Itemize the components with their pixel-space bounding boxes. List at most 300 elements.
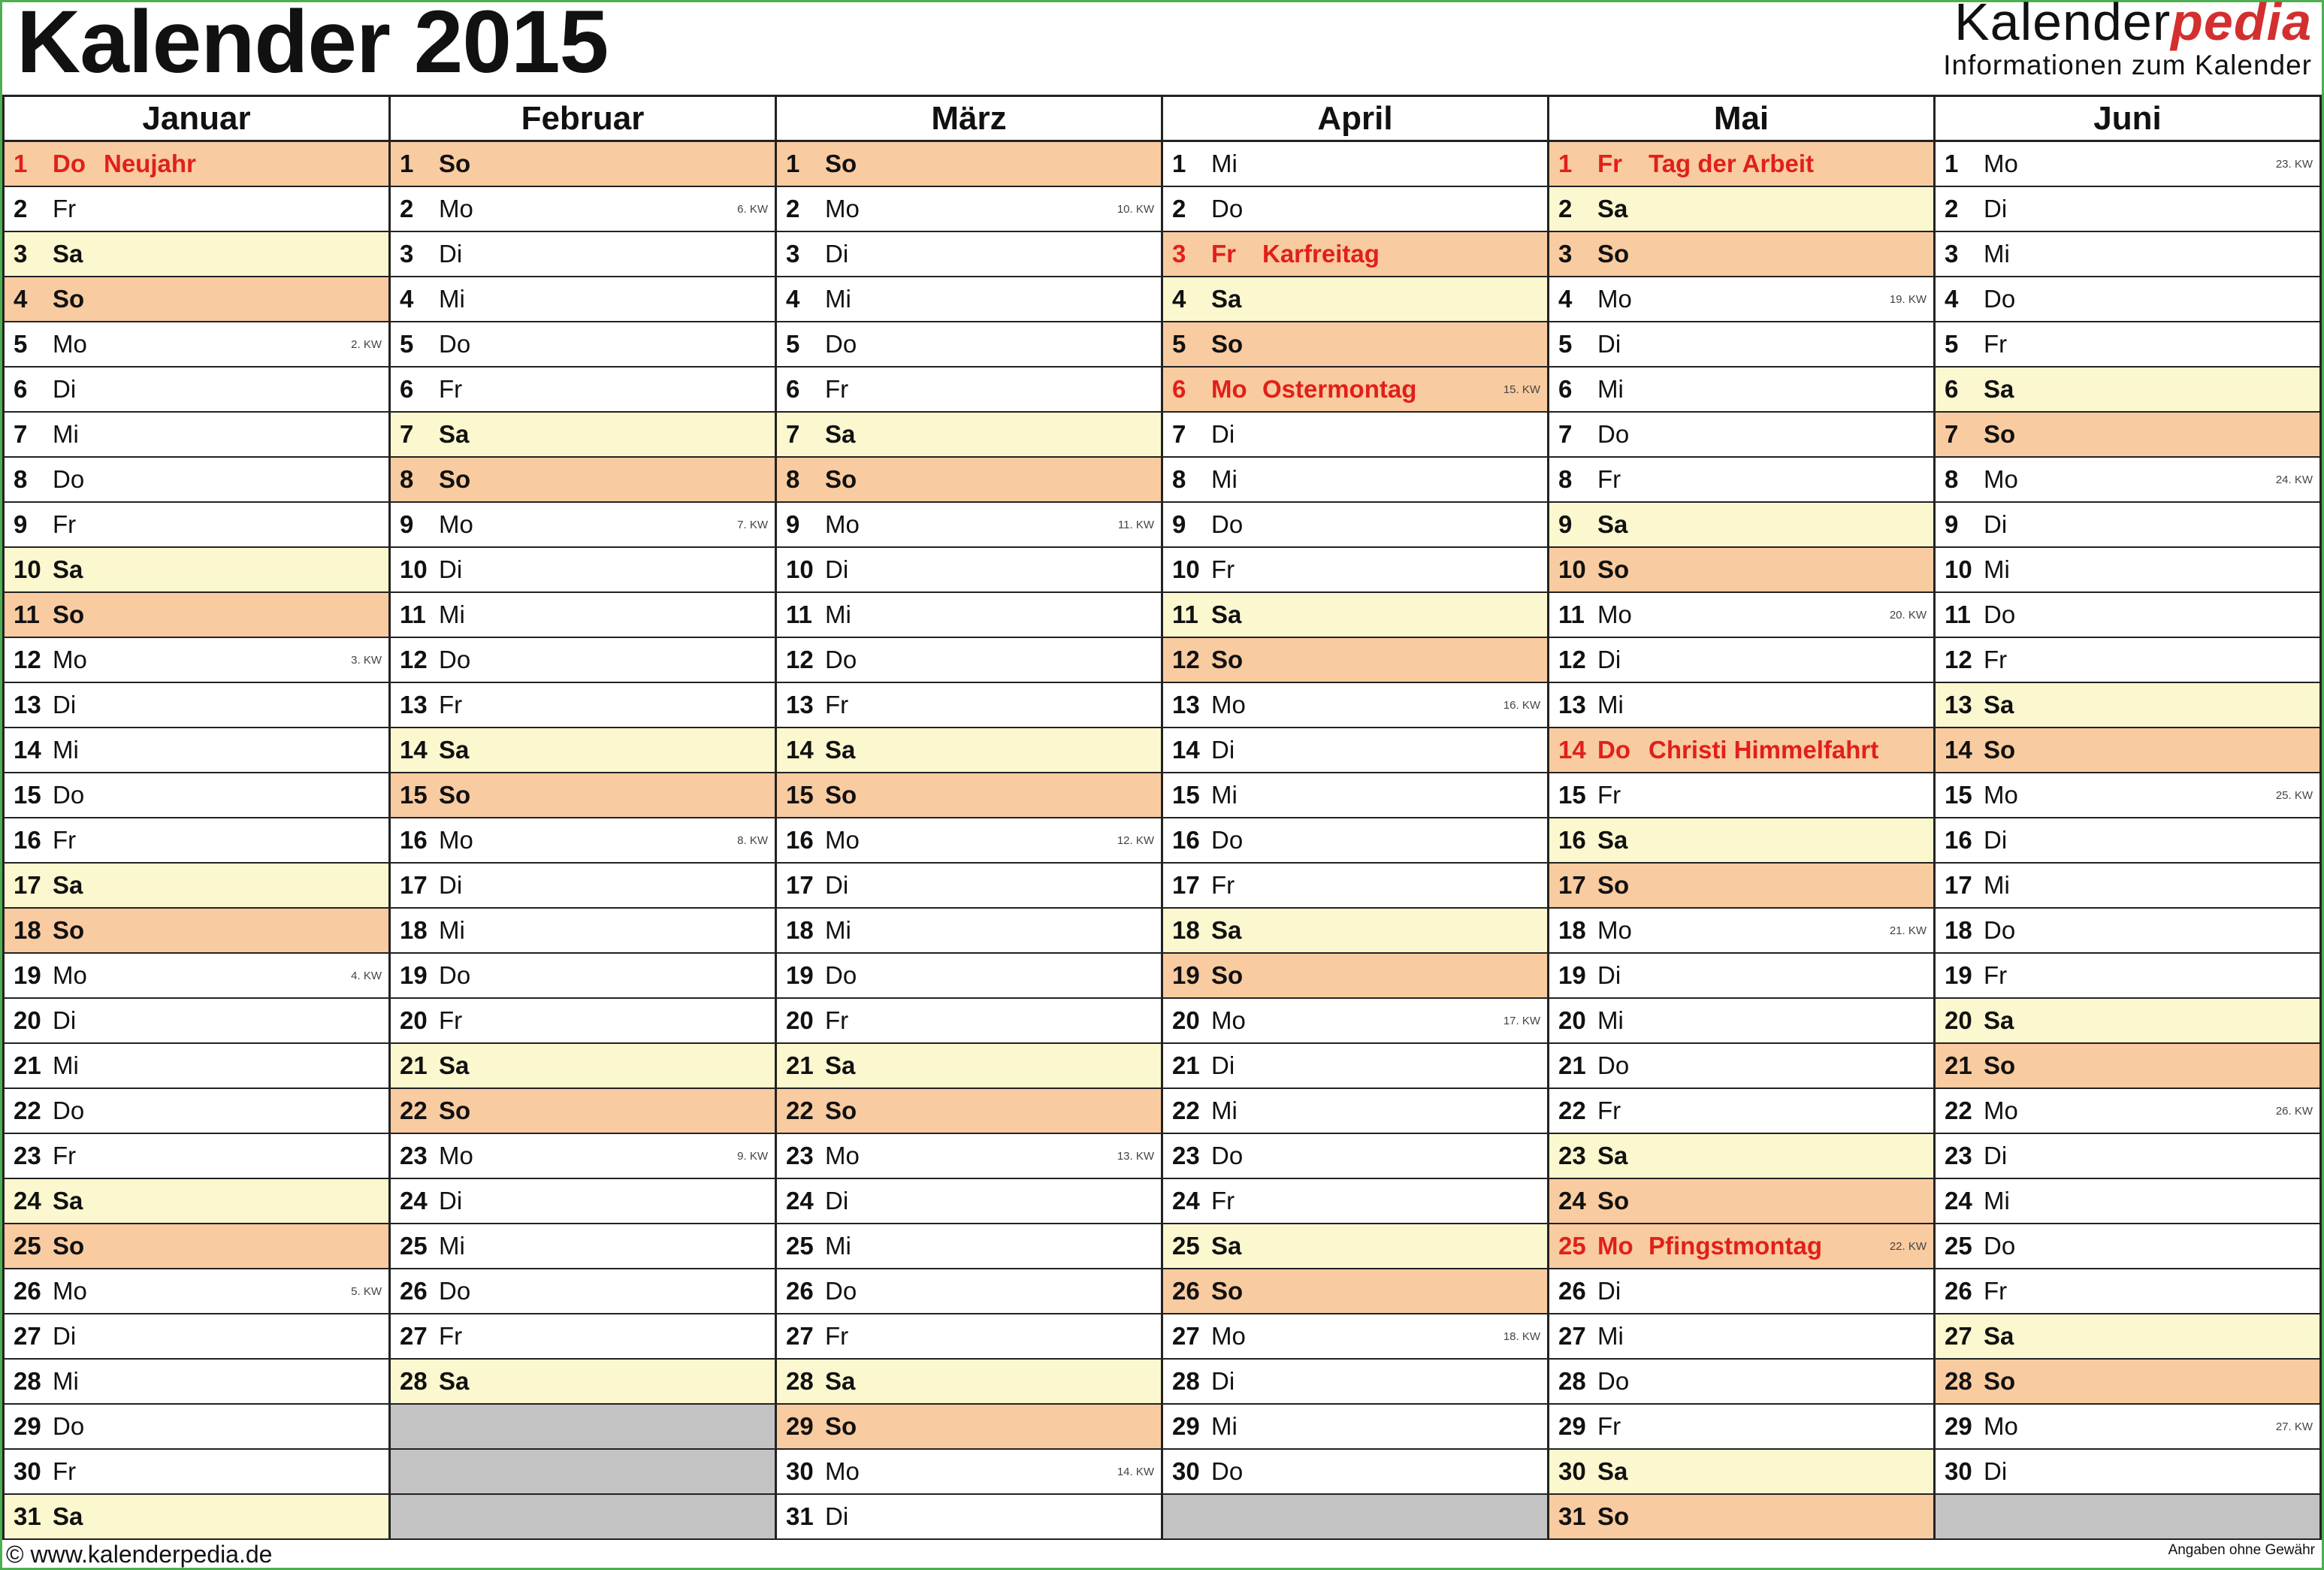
week-number: 21. KW [1889,924,1927,937]
day-row [1163,277,1547,322]
day-number: 30 [1172,1457,1200,1485]
day-row [1163,1134,1547,1179]
day-number: 25 [14,1232,41,1260]
day-row [1936,1314,2319,1360]
weekday: So [825,150,857,177]
day-row [5,413,388,458]
weekday: Fr [53,1457,77,1485]
day-number: 12 [1945,646,1972,673]
weekday: So [825,1412,857,1440]
day-number: 14 [786,736,814,764]
day-row [1549,683,1933,728]
weekday: Sa [825,420,856,448]
day-number: 6 [786,375,800,403]
weekday: Di [53,691,77,718]
weekday: Do [53,1097,85,1124]
weekday: Fr [1597,1097,1621,1124]
weekday: Fr [1984,961,2008,989]
day-number: 1 [786,150,800,177]
weekday: Mo [439,1142,473,1169]
weekday: Do [1597,420,1630,448]
day-row [1936,413,2319,458]
day-row [1163,593,1547,638]
day-row [1936,1450,2319,1495]
day-number: 16 [1945,826,1972,854]
day-number: 23 [786,1142,814,1169]
day-number: 4 [1172,285,1186,313]
day-number: 26 [1945,1277,1972,1305]
day-row [1163,999,1547,1044]
day-row [1936,458,2319,503]
weekday: Di [1211,1051,1235,1079]
week-number: 19. KW [1889,292,1927,306]
day-number: 2 [14,195,28,222]
day-row [1549,1495,1933,1540]
week-number: 24. KW [2275,473,2313,486]
day-row [1936,954,2319,999]
day-number: 10 [1172,555,1200,583]
weekday: Mi [439,285,465,313]
weekday: Sa [439,1051,470,1079]
weekday: So [1597,1187,1630,1215]
weekday: So [53,916,85,944]
brand-main: Kalender [1954,0,2171,51]
day-number: 3 [786,240,800,268]
day-row [5,1269,388,1314]
day-number: 4 [1558,285,1573,313]
weekday: Do [825,646,857,673]
day-row [5,864,388,909]
day-row [391,638,775,683]
day-number: 26 [400,1277,428,1305]
weekday: Do [825,1277,857,1305]
day-number: 7 [786,420,800,448]
day-row [777,1450,1161,1495]
weekday: So [439,1097,471,1124]
day-number: 15 [1172,781,1200,809]
day-number: 2 [400,195,414,222]
day-row [5,1134,388,1179]
month-header: Juni [1936,97,2319,142]
day-number: 6 [1558,375,1573,403]
weekday: Mi [1984,555,2010,583]
month-header: April [1163,97,1547,142]
day-row [1549,1134,1933,1179]
day-number: 17 [1945,871,1972,899]
day-row [777,773,1161,818]
day-number: 26 [786,1277,814,1305]
day-number: 23 [1558,1142,1586,1169]
day-number: 9 [1558,510,1573,538]
weekday: Mi [439,600,465,628]
day-number: 21 [786,1051,814,1079]
day-number: 27 [1172,1322,1200,1350]
day-number: 4 [400,285,414,313]
weekday: Do [53,465,85,493]
day-row [5,1089,388,1134]
day-number: 15 [14,781,41,809]
weekday: Fr [53,510,77,538]
day-row [777,999,1161,1044]
brand-accent: pedia [2171,0,2312,51]
weekday: So [1597,555,1630,583]
day-number: 9 [14,510,28,538]
day-row [777,277,1161,322]
weekday: Mo [825,826,860,854]
weekday: So [1984,736,2016,764]
weekday: So [53,600,85,628]
weekday: Sa [1597,826,1628,854]
day-row [1936,593,2319,638]
week-number: 20. KW [1889,608,1927,622]
day-row [5,1044,388,1089]
weekday: Sa [1597,1142,1628,1169]
day-row [391,593,775,638]
week-number: 23. KW [2275,157,2313,171]
day-number: 8 [1172,465,1186,493]
day-number: 2 [786,195,800,222]
day-row [1936,864,2319,909]
day-row [5,954,388,999]
day-number: 11 [1558,600,1585,628]
day-row [391,1089,775,1134]
day-number: 2 [1558,195,1573,222]
weekday: Mi [1211,1412,1238,1440]
day-number: 9 [1172,510,1186,538]
weekday: So [1211,646,1244,673]
day-number: 8 [14,465,28,493]
month-column [1936,97,2322,1540]
weekday: Mi [825,916,851,944]
day-row [391,503,775,548]
day-number: 29 [1945,1412,1972,1440]
day-number: 31 [1558,1502,1586,1530]
day-number: 6 [1945,375,1959,403]
weekday: Fr [1597,781,1621,809]
weekday: Mo [53,330,87,358]
day-number: 16 [1558,826,1586,854]
empty-day-cell [1936,1495,2319,1540]
day-row [1163,864,1547,909]
day-row [1549,232,1933,277]
weekday: Di [1211,420,1235,448]
day-row [1549,638,1933,683]
day-row [5,368,388,413]
day-row [5,1314,388,1360]
weekday: Mo [1211,1322,1246,1350]
day-row [391,954,775,999]
day-number: 28 [786,1367,814,1395]
week-number: 13. KW [1117,1149,1154,1163]
day-number: 29 [786,1412,814,1440]
day-row [391,413,775,458]
weekday: Di [825,1502,849,1530]
day-row [1549,503,1933,548]
day-number: 25 [1172,1232,1200,1260]
weekday: Di [825,871,849,899]
month-column [1163,97,1549,1540]
day-row [777,1089,1161,1134]
weekday: Do [1211,510,1244,538]
day-number: 19 [1172,961,1200,989]
weekday: Di [1984,1457,2008,1485]
brand-logo [1943,0,2312,79]
day-row [5,773,388,818]
day-number: 18 [1172,916,1200,944]
day-number: 19 [1558,961,1586,989]
weekday: Di [1211,1367,1235,1395]
weekday: So [1211,961,1244,989]
day-number: 1 [1172,150,1186,177]
day-row [777,638,1161,683]
weekday: So [53,1232,85,1260]
weekday: So [1211,1277,1244,1305]
day-row [5,683,388,728]
weekday: Mi [1597,1322,1624,1350]
day-number: 16 [14,826,41,854]
weekday: Fr [53,195,77,222]
day-number: 20 [400,1006,428,1034]
weekday: Fr [825,1322,849,1350]
week-number: 11. KW [1117,518,1154,531]
weekday: Mo [1984,1412,2018,1440]
day-row [1549,322,1933,368]
day-row [777,1314,1161,1360]
day-row [1936,773,2319,818]
day-number: 24 [14,1187,41,1215]
day-row [1549,1314,1933,1360]
weekday: Mi [1984,240,2010,268]
weekday: So [825,465,857,493]
day-row [391,1179,775,1224]
day-row [1549,142,1933,187]
day-number: 30 [1945,1457,1972,1485]
day-number: 11 [1945,600,1971,628]
weekday: Do [1597,1051,1630,1079]
day-row [1936,277,2319,322]
day-row [5,187,388,232]
day-row [391,999,775,1044]
day-number: 27 [14,1322,41,1350]
weekday: Sa [1597,1457,1628,1485]
weekday: Fr [825,375,849,403]
day-number: 12 [1172,646,1200,673]
day-row [1936,1134,2319,1179]
day-row [777,503,1161,548]
weekday: Mi [1984,1187,2010,1215]
holiday-label: Tag der Arbeit [1649,150,1815,177]
week-number: 27. KW [2275,1420,2313,1433]
day-row [777,187,1161,232]
month-column [391,97,777,1540]
week-number: 8. KW [737,833,768,847]
day-number: 3 [1558,240,1573,268]
day-number: 10 [1945,555,1972,583]
weekday: Di [53,1322,77,1350]
day-number: 2 [1172,195,1186,222]
day-number: 8 [1558,465,1573,493]
day-row [1936,1044,2319,1089]
day-number: 20 [1945,1006,1972,1034]
day-row [5,818,388,864]
weekday: Mi [53,1367,79,1395]
day-number: 8 [786,465,800,493]
day-number: 8 [400,465,414,493]
week-number: 26. KW [2275,1104,2313,1118]
day-row [777,909,1161,954]
day-row [1936,548,2319,593]
day-row [1163,954,1547,999]
day-row [777,232,1161,277]
day-number: 28 [400,1367,428,1395]
weekday: Sa [1984,1322,2014,1350]
day-row [1163,322,1547,368]
day-row [5,1360,388,1405]
weekday: Mo [825,510,860,538]
day-number: 20 [786,1006,814,1034]
day-row [777,548,1161,593]
day-row [5,728,388,773]
day-row [1549,1224,1933,1269]
weekday: Do [1597,736,1630,764]
day-number: 10 [400,555,428,583]
day-row [1549,548,1933,593]
day-row [391,368,775,413]
day-number: 15 [400,781,428,809]
day-number: 17 [1172,871,1200,899]
day-number: 7 [1558,420,1573,448]
day-number: 18 [14,916,41,944]
day-number: 9 [400,510,414,538]
day-number: 29 [1558,1412,1586,1440]
week-number: 22. KW [1889,1239,1927,1253]
day-number: 14 [14,736,41,764]
weekday: Fr [1984,646,2008,673]
day-row [777,142,1161,187]
weekday: Mo [1597,916,1632,944]
day-row [1936,187,2319,232]
weekday: Mo [825,195,860,222]
day-row [1936,1089,2319,1134]
day-number: 25 [1945,1232,1972,1260]
weekday: Mi [825,285,851,313]
month-column [1549,97,1936,1540]
weekday: Mi [1211,781,1238,809]
day-number: 17 [1558,871,1586,899]
weekday: Mi [53,420,79,448]
brand-name [1943,0,2312,51]
weekday: Mo [825,1142,860,1169]
day-row [1163,818,1547,864]
weekday: Do [825,330,857,358]
weekday: Fr [53,826,77,854]
weekday: Do [1211,1457,1244,1485]
day-row [1549,458,1933,503]
weekday: Mo [1597,285,1632,313]
day-row [1549,1269,1933,1314]
weekday: Sa [1211,1232,1242,1260]
weekday: Fr [439,1006,463,1034]
day-row [391,864,775,909]
day-row [391,1134,775,1179]
day-row [1936,322,2319,368]
day-row [1549,909,1933,954]
day-row [1163,187,1547,232]
day-number: 11 [786,600,812,628]
day-row [5,593,388,638]
weekday: Mi [1597,375,1624,403]
day-number: 5 [14,330,28,358]
weekday: Di [439,1187,463,1215]
day-number: 4 [14,285,28,313]
day-row [1163,1179,1547,1224]
weekday: Sa [439,420,470,448]
calendar-grid [2,95,2322,1540]
day-row [777,1134,1161,1179]
weekday: Mo [825,1457,860,1485]
day-row [777,954,1161,999]
weekday: Sa [1984,375,2014,403]
weekday: Di [439,871,463,899]
day-number: 15 [786,781,814,809]
weekday: Mi [1211,1097,1238,1124]
day-row [1163,1314,1547,1360]
day-row [391,458,775,503]
day-number: 14 [1558,736,1586,764]
day-number: 21 [1558,1051,1586,1079]
week-number: 15. KW [1503,383,1540,396]
day-number: 4 [1945,285,1959,313]
day-row [391,818,775,864]
weekday: Do [53,1412,85,1440]
week-number: 25. KW [2275,788,2313,802]
day-number: 24 [400,1187,428,1215]
weekday: Sa [53,240,83,268]
day-number: 3 [1945,240,1959,268]
weekday: Sa [1211,916,1242,944]
weekday: Di [1597,1277,1621,1305]
weekday: Di [1597,961,1621,989]
day-number: 9 [786,510,800,538]
weekday: Do [1211,195,1244,222]
weekday: Di [825,240,849,268]
day-row [5,503,388,548]
weekday: Di [1597,330,1621,358]
day-number: 22 [1945,1097,1972,1124]
weekday: Sa [53,1187,83,1215]
day-row [1936,1269,2319,1314]
weekday: Sa [825,1367,856,1395]
weekday: Do [439,1277,471,1305]
day-number: 6 [14,375,28,403]
weekday: Di [1211,736,1235,764]
day-number: 17 [14,871,41,899]
day-row [5,1179,388,1224]
weekday: Do [439,330,471,358]
day-row [1549,1360,1933,1405]
day-row [391,1224,775,1269]
weekday: Do [53,150,86,177]
day-row [777,368,1161,413]
weekday: Mo [1597,1232,1633,1260]
day-row [391,232,775,277]
day-row [777,1044,1161,1089]
day-number: 13 [1558,691,1586,718]
weekday: Sa [53,871,83,899]
footer-disclaimer: Angaben ohne Gewähr [2168,1542,2315,1558]
day-row [1936,683,2319,728]
day-number: 8 [1945,465,1959,493]
